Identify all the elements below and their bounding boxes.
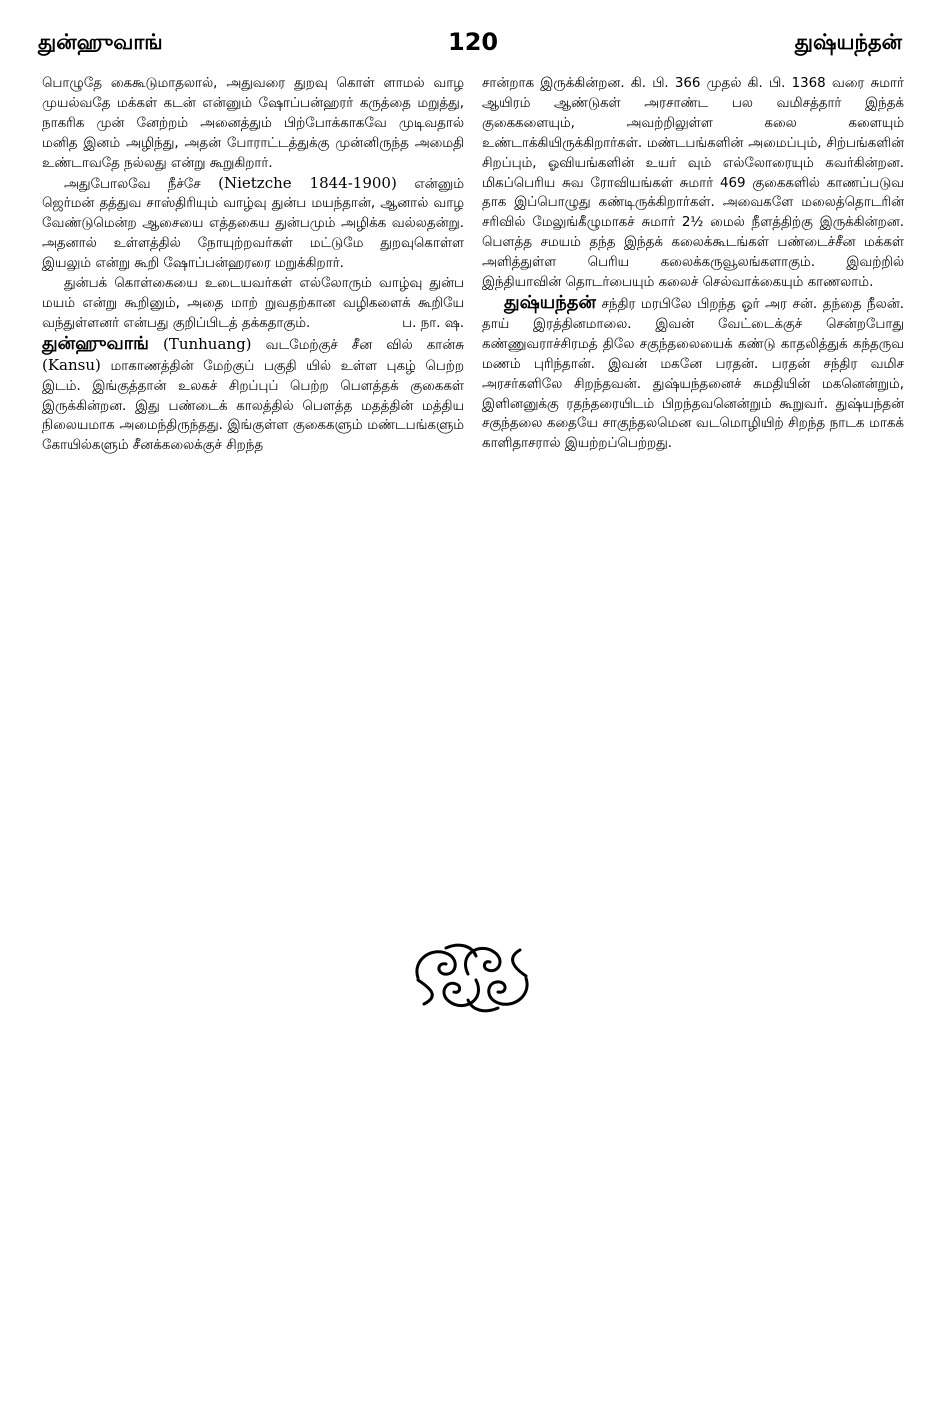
latin-name: (Kansu) [42,355,101,374]
paragraph-text: அதுபோலவே நீச்சே [64,176,201,192]
running-head-right: துஷ்யந்தன் [794,30,902,54]
running-head-left: துன்ஹுவாங் [38,30,163,54]
latin-name: (Nietzche 1844-1900) [218,173,397,192]
entry-text: மாகாணத்தின் மேற்குப் பகுதி யில் உள்ள புகழ் பெற்ற இடம். இங்குத்தான் உலகச் சிறப்புப் பெற்ற பௌத்தக் குகைகள் இருக்கின்றன. இது பண்டைக் காலத்தில் பௌத்த மதத்தின் மத்திய நிலையமாக அமைந்திருந்தது. இங்குள்ள குகைகளும் மண்டபங்களும் கோயில்களும் சீனக்கலைக்குச் சிறந்த [42,358,464,454]
paragraph-continuation: பொழுதே கைகூடுமாதலால், அதுவரை துறவு கொள் ளாமல் வாழ முயல்வதே மக்கள் கடன் என்னும் ஷோப்பன்ஹரர் கருத்தை மறுத்து, நாகரிக முன் னேற்றம் அனைத்தும் பிற்போக்காகவே முடிவதால் மனித இனம் அழிந்து, அதன் போராட்டத்துக்கு முன்னிருந்த அமைதி உண்டாவதே நல்லது என்று கூறுகிறார். [42,76,464,171]
paragraph-nietzsche [42,174,464,275]
entry-headword: துன்ஹுவாங் [42,332,149,354]
left-column [42,74,464,456]
author-initials: ப. நா. ஷ. [402,315,464,331]
paragraph-continuation: சான்றாக இருக்கின்றன. கி. பி. 366 முதல் கி. பி. 1368 வரை சுமார் ஆயிரம் ஆண்டுகள் அரசாண்ட பல வமிசத்தார் இந்தக் குகைகளையும், அவற்றிலுள்ள கலை களையும் உண்டாக்கியிருக்கிறார்கள். மண்டபங்களின் அமைப்பும், சிற்பங்களின் சிறப்பும், ஓவியங்களின் உயர் வும் எல்லோரையும் கவர்கின்றன. மிகப்பெரிய சுவ ரோவியங்கள் சுமார் 469 குகைகளில் காணப்படுவ தாக இப்பொழுது கண்டிருக்கிறார்கள். அவைகளே மலைத்தொடரின் சரிவில் மேலுங்கீழுமாகச் சுமார் 2½ மைல் நீளத்திற்கு இருக்கின்றன. பௌத்த சமயம் தந்த இந்தக் கலைக்கூடங்கள் பண்டைச்சீன மக்கள் அளித்துள்ள பெரிய கலைக்கருவூலங்களாகும். இவற்றில் இந்தியாவின் தொடர்பையும் கலைச் செல்வாக்கையும் காணலாம். [482,76,904,291]
floral-ornament-icon [410,938,534,1016]
entry-text: சந்திர மரபிலே பிறந்த ஓர் அர சன். தந்தை நீலன். தாய் இரத்தினமாலை. இவன் வேட்டைக்குச் சென்றபோது கண்ணுவராச்சிரமத் திலே சகுந்தலையைக் கண்டு காதலித்துக் கந்தருவ மணம் புரிந்தான். இவன் மகனே பரதன். பரதன் சந்திர வமிச அரசர்களிலே சிறந்தவன். துஷ்யந்தனைச் சுமதியின் மகனென்றும், இளினனுக்கு ரதந்தரையிடம் பிறந்தவனென்றும் கூறுவர். துஷ்யந்தன் சகுந்தலை கதையே சாகுந்தலமென வடமொழியிற் சிறந்த நாடக மாகக் காளிதாசரால் இயற்றப்பெற்றது. [482,296,904,452]
latin-name: (Tunhuang) [162,334,252,353]
entry-headword: துஷ்யந்தன் [504,291,596,313]
paragraph-text: துன்பக் கொள்கையை உடையவர்கள் எல்லோரும் வாழ்வு துன்ப மயம் என்று கூறினும், அதை மாற் றுவதற்கான வழிகளைக் கூறியே வந்துள்ளனர் என்பது குறிப்பிடத் தக்கதாகும். [42,276,464,331]
right-column [482,74,904,454]
entry-tunhuang [42,334,464,456]
paragraph-text: என்னும் ஜெர்மன் தத்துவ சாஸ்திரியும் வாழ்வு துன்ப மயந்தான், ஆனால் வாழ வேண்டுமென்ற ஆசையை எத்தகைய துன்பமும் அழிக்க வல்லதன்று. அதனால் உள்ளத்தில் நோயுற்றவர்கள் மட்டுமே துறவுகொள்ள இயலும் என்று கூறி ஷோப்பன்ஹரரை மறுக்கிறார். [42,176,464,272]
entry-dushyanta [482,293,904,454]
entry-text: வடமேற்குச் சீன வில் கான்சு [265,337,464,353]
paragraph-conclusion [42,274,464,334]
page-number: 120 [448,28,499,56]
